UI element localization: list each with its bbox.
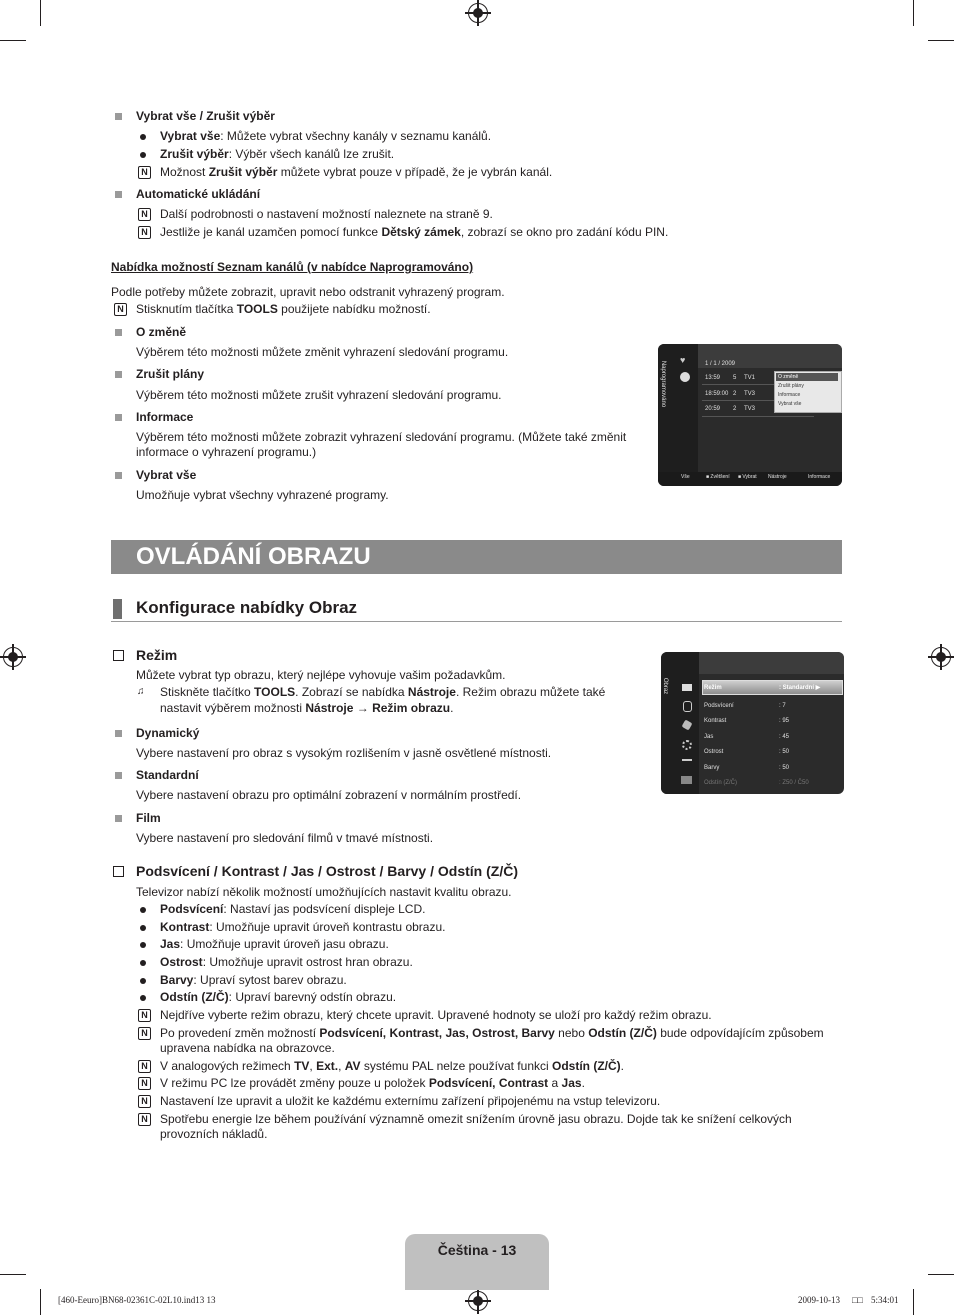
crop-mark: [40, 1289, 41, 1315]
mode-option-heading: Film: [136, 811, 161, 825]
crop-mark: [913, 1289, 914, 1315]
note-icon: N: [114, 303, 127, 316]
picture-icon: [682, 684, 692, 691]
mode-option-text: Vybere nastavení pro obraz s vysokým rozlišením v jasně osvětlené místnosti.: [136, 746, 552, 760]
subsection-rule: [111, 621, 842, 622]
setting-bullet: Podsvícení: Nastaví jas podsvícení displeje LCD.: [160, 902, 426, 916]
picture-settings-heading: Podsvícení / Kontrast / Jas / Ostrost / Barvy / Odstín (Z/Č): [136, 863, 518, 879]
screen-footer: Informace: [808, 474, 831, 480]
note-icon: N: [138, 1113, 151, 1126]
row-ch: 5: [733, 375, 737, 381]
input-icon: [682, 759, 692, 767]
select-all-heading: Vybrat vše / Zrušit výběr: [136, 109, 275, 123]
picture-menu-screen: [661, 652, 844, 794]
note-icon: N: [138, 226, 151, 239]
option-text: Výběrem této možnosti můžete zobrazit vyhrazení sledování programu. (Můžete také změnit: [136, 430, 627, 444]
deselect-line: Zrušit výběr: Výběr všech kanálů lze zrušit.: [160, 147, 395, 161]
sound-icon: [683, 701, 692, 712]
channel-list-options-title: Nabídka možností Seznam kanálů (v nabídce Naprogramováno): [111, 260, 474, 274]
scheduled-screen: [658, 344, 842, 486]
file-info: [460-Eeuro]BN68-02361C-02L10.ind13 13: [58, 1295, 216, 1305]
note-text: V režimu PC lze provádět změny pouze u položek Podsvícení, Contrast a Jas.: [160, 1076, 585, 1090]
bullet-icon: [140, 995, 146, 1001]
note-text: Po provedení změn možností Podsvícení, Kontrast, Jas, Ostrost, Barvy nebo Odstín (Z/Č) bude odpovídajícím způsobem: [160, 1026, 824, 1040]
page-number: Čeština - 13: [437, 1242, 517, 1258]
note-icon: N: [138, 1009, 151, 1022]
note-text: Nastavení lze upravit a uložit ke každému externímu zařízení připojenému na vstup televizoru.: [160, 1094, 661, 1108]
row-name: TV1: [744, 375, 756, 381]
section2-intro: Podle potřeby můžete zobrazit, upravit nebo odstranit vyhrazený program.: [111, 285, 505, 299]
square-bullet-icon: [115, 191, 122, 198]
bullet-icon: [140, 134, 146, 140]
subsection-marker: [113, 599, 122, 619]
page-number-tab: [405, 1234, 549, 1290]
note-text: upravena nabídka na obrazovce.: [160, 1041, 335, 1055]
option-heading: O změně: [136, 325, 187, 339]
row-ch: 2: [733, 391, 737, 397]
crop-mark: [0, 1274, 26, 1275]
menu-row-label[interactable]: Podsvícení: [704, 703, 734, 709]
autosave-heading: Automatické ukládání: [136, 187, 261, 201]
option-heading: Informace: [136, 410, 194, 424]
popup-item[interactable]: Informace: [778, 392, 801, 398]
select-all-line: Vybrat vše: Můžete vybrat všechny kanály v seznamu kanálů.: [160, 129, 492, 143]
note-icon: N: [138, 208, 151, 221]
crop-mark: [928, 1274, 954, 1275]
menu-row-value: : 45: [779, 734, 790, 740]
note-icon: N: [138, 1060, 151, 1073]
setting-bullet: Barvy: Upraví sytost barev obrazu.: [160, 973, 347, 987]
menu-row-value: : 50: [779, 765, 790, 771]
row-name: TV3: [744, 391, 756, 397]
square-bullet-icon: [115, 815, 122, 822]
mode-heading: Režim: [136, 647, 178, 663]
note-text: V analogových režimech TV, Ext., AV systému PAL nelze používat funkci Odstín (Z/Č).: [160, 1059, 624, 1073]
row-time: 18:59:00: [705, 391, 729, 397]
bullet-icon: [140, 942, 146, 948]
screen-footer: ■ Zvětšení: [706, 474, 730, 480]
side-label: Naprogramováno: [660, 360, 667, 408]
menu-row-value: : Z50 / Č50: [779, 780, 809, 786]
note-icon: N: [138, 166, 151, 179]
note-text: Nejdříve vyberte režim obrazu, který chcete upravit. Upravené hodnoty se uloží pro každý režim obrazu.: [160, 1008, 712, 1022]
square-bullet-icon: [115, 371, 122, 378]
menu-row-value: : 95: [779, 718, 790, 724]
screen-footer: ■ Vybrat: [738, 474, 757, 480]
row-time: 20:59: [705, 406, 721, 412]
note-icon: N: [138, 1095, 151, 1108]
menu-row-label: Odstín (Z/Č): [704, 780, 738, 786]
square-bullet-icon: [115, 472, 122, 479]
registration-mark-icon: [468, 3, 488, 23]
mode-intro: Můžete vybrat typ obrazu, který nejlépe vyhovuje vašim požadavkům.: [136, 668, 506, 682]
menu-row-label[interactable]: Režim: [704, 685, 722, 691]
registration-mark-icon: [468, 1291, 488, 1311]
setting-bullet: Odstín (Z/Č): Upraví barevný odstín obrazu.: [160, 990, 397, 1004]
section-banner: [111, 540, 842, 574]
heart-icon: ♥: [680, 355, 686, 365]
option-heading: Vybrat vše: [136, 468, 197, 482]
checkbox-bullet-icon: [113, 650, 124, 661]
row-name: TV3: [744, 406, 756, 412]
mode-tools-line1: Stiskněte tlačítko TOOLS. Zobrazí se nabídka Nástroje. Režim obrazu můžete také: [160, 685, 606, 699]
schedule-date: 1 / 1 / 2009: [705, 361, 736, 367]
square-bullet-icon: [115, 113, 122, 120]
note-text: Spotřebu energie lze během používání významně omezit snížením úrovně jasu obrazu. Dojde tak ke snížení celkových: [160, 1112, 792, 1126]
menu-row-label[interactable]: Ostrost: [704, 749, 724, 755]
note-text: provozních nákladů.: [160, 1127, 268, 1141]
picture-settings-intro: Televizor nabízí několik možností umožňujících nastavit kvalitu obrazu.: [136, 885, 512, 899]
setting-bullet: Jas: Umožňuje upravit úroveň jasu obrazu.: [160, 937, 389, 951]
mode-tools-line2: nastavit výběrem možnosti Nástroje → Režim obrazu.: [160, 701, 454, 715]
tools-note: Stisknutím tlačítka TOOLS použijete nabídku možností.: [136, 302, 431, 316]
popup-item[interactable]: O změně: [778, 374, 799, 380]
mode-option-heading: Standardní: [136, 768, 199, 782]
option-text: Výběrem této možnosti můžete změnit vyhrazení sledování programu.: [136, 345, 509, 359]
print-boxes: □□: [852, 1295, 863, 1305]
menu-row-label[interactable]: Barvy: [704, 765, 720, 771]
registration-mark-icon: [3, 647, 23, 667]
crop-mark: [0, 40, 26, 41]
bullet-icon: [140, 925, 146, 931]
note-deselect: Možnost Zrušit výběr můžete vybrat pouze v případě, že je vybrán kanál.: [160, 165, 553, 179]
bullet-icon: [140, 152, 146, 158]
checkbox-bullet-icon: [113, 866, 124, 877]
bullet-icon: [140, 907, 146, 913]
option-text: Výběrem této možnosti můžete zrušit vyhrazení sledování programu.: [136, 388, 502, 402]
option-heading: Zrušit plány: [136, 367, 205, 381]
option-text: Umožňuje vybrat všechny vyhrazené programy.: [136, 488, 389, 502]
popup-item[interactable]: Zrušit plány: [778, 383, 804, 389]
menu-row-value: : 7: [779, 703, 786, 709]
banner-title: OVLÁDÁNÍ OBRAZU: [136, 543, 371, 570]
setting-bullet: Kontrast: Umožňuje upravit úroveň kontrastu obrazu.: [160, 920, 446, 934]
square-bullet-icon: [115, 772, 122, 779]
bullet-icon: [140, 960, 146, 966]
menu-row-value[interactable]: : Standardní ▶: [779, 685, 821, 691]
tools-icon: ♫: [137, 686, 145, 697]
bullet-icon: [140, 978, 146, 984]
row-ch: 2: [733, 406, 737, 412]
note-child-lock: Jestliže je kanál uzamčen pomocí funkce Dětský zámek, zobrazí se okno pro zadání kódu PIN.: [160, 225, 669, 239]
option-text: informace o vyhrazení programu.): [136, 445, 317, 459]
print-time: 5:34:01: [871, 1295, 899, 1305]
subsection-title: Konfigurace nabídky Obraz: [136, 598, 358, 617]
side-label: Obraz: [662, 677, 669, 695]
note-icon: N: [138, 1077, 151, 1090]
square-bullet-icon: [115, 730, 122, 737]
setup-icon: [682, 740, 692, 750]
note-icon: N: [138, 1027, 151, 1040]
screen-footer: Vše: [681, 474, 690, 480]
screen-footer: Nástroje: [768, 474, 787, 480]
square-bullet-icon: [115, 414, 122, 421]
mode-option-text: Vybere nastavení pro sledování filmů v tmavé místnosti.: [136, 831, 434, 845]
setting-bullet: Ostrost: Umožňuje upravit ostrost hran obrazu.: [160, 955, 413, 969]
menu-row-value: : 50: [779, 749, 790, 755]
mode-option-heading: Dynamický: [136, 726, 200, 740]
print-date: 2009-10-13: [798, 1295, 840, 1305]
note-details: Další podrobnosti o nastavení možností naleznete na straně 9.: [160, 207, 493, 221]
crop-mark: [40, 0, 41, 26]
square-bullet-icon: [115, 329, 122, 336]
crop-mark: [913, 0, 914, 26]
clock-icon: [680, 372, 690, 382]
menu-row-label[interactable]: Jas: [704, 734, 714, 740]
application-icon: [681, 776, 692, 784]
menu-row-label[interactable]: Kontrast: [704, 718, 727, 724]
mode-option-text: Vybere nastavení obrazu pro optimální zobrazení v normálním prostředí.: [136, 788, 522, 802]
row-time: 13:59: [705, 375, 721, 381]
crop-mark: [928, 40, 954, 41]
popup-item[interactable]: Vybrat vše: [778, 401, 802, 407]
registration-mark-icon: [931, 647, 951, 667]
